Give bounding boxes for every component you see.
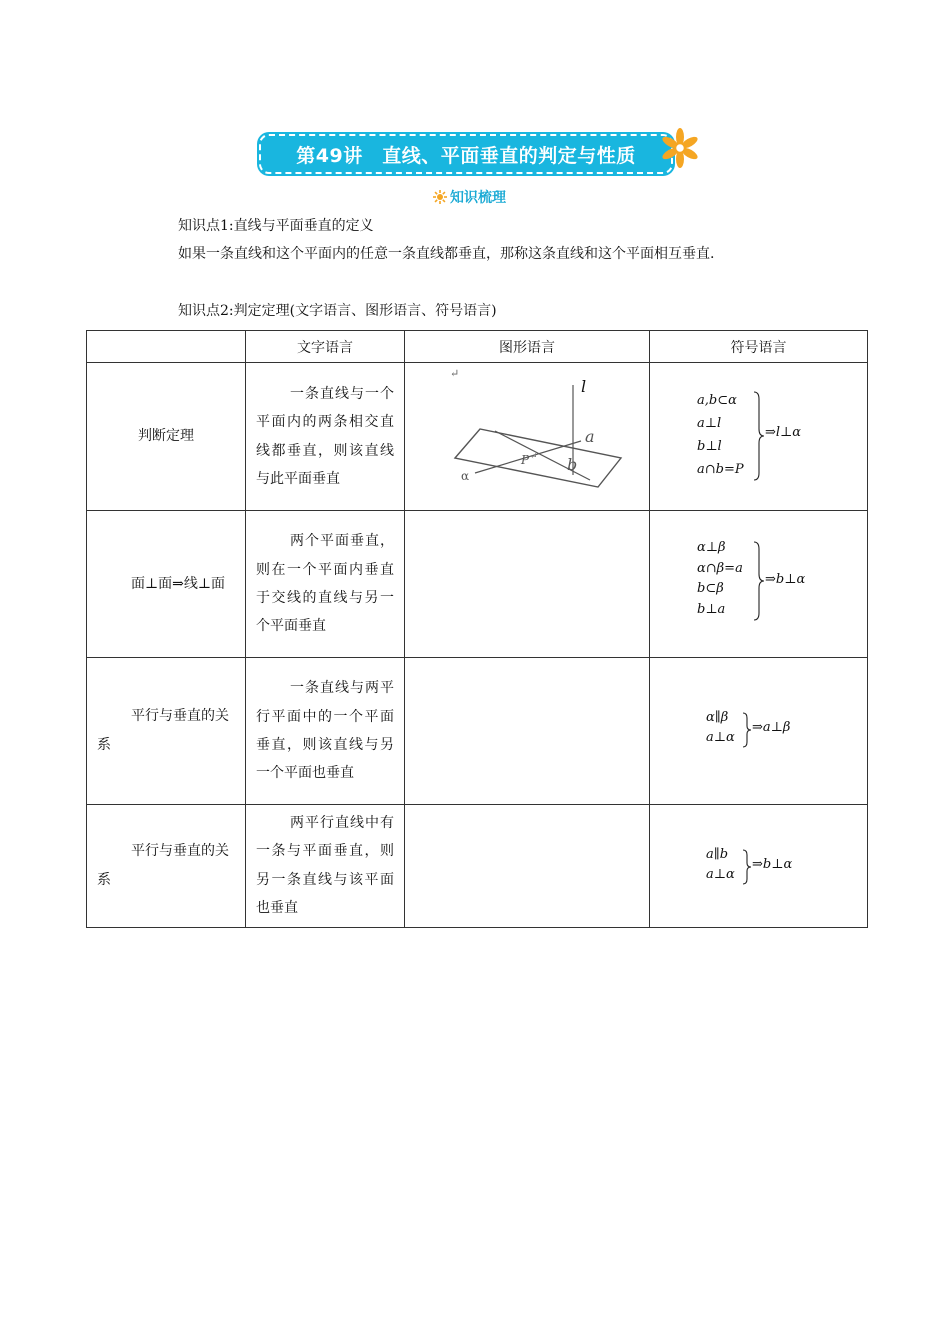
symbol-line: a∥b <box>706 847 729 863</box>
row-label: 面⊥面⇒线⊥面 <box>87 511 246 658</box>
symbol-line: a⊥α <box>706 867 735 883</box>
figure-label-b: b <box>567 455 578 474</box>
table-row <box>87 805 868 928</box>
symbol-line: a⊥l <box>697 416 722 431</box>
symbol-language-cell <box>650 363 868 511</box>
text-language-cell: 一条直线与两平行平面中的一个平面垂直，则该直线与另一个平面也垂直 <box>246 658 405 805</box>
symbol-line: b⊥l <box>697 439 722 454</box>
symbol-result: ⇒b⊥α <box>765 572 806 587</box>
figure-label-return-mark: ↵ <box>450 367 460 380</box>
right-brace-icon <box>753 391 765 481</box>
figure-label-p: P <box>521 453 530 467</box>
table-row <box>87 363 868 511</box>
right-brace-icon <box>742 712 752 748</box>
figure-label-return-mark: ↵ <box>530 452 538 462</box>
sun-icon <box>432 189 448 205</box>
row-label: 平行与垂直的关系 <box>87 658 246 805</box>
plane-perpendicular-figure <box>405 363 649 510</box>
text-language-cell: 两个平面垂直，则在一个平面内垂直于交线的直线与另一个平面垂直 <box>246 511 405 658</box>
symbol-conditions <box>706 708 735 748</box>
symbol-conditions <box>697 389 744 481</box>
table-header-cell: 文字语言 <box>246 331 405 363</box>
symbol-result: ⇒l⊥α <box>765 425 802 440</box>
knowledge-point-1-title: 知识点1:直线与平面垂直的定义 <box>178 218 374 234</box>
figure-cell <box>405 658 650 805</box>
figure-label-alpha: α <box>461 469 470 483</box>
lecture-title: 第49讲 直线、平面垂直的判定与性质 <box>296 144 636 167</box>
symbol-line: α∩β=a <box>697 560 743 576</box>
symbol-line: b⊂β <box>697 581 724 596</box>
symbol-conditions <box>697 538 743 620</box>
figure-label-a: a <box>585 427 595 446</box>
symbol-line: a⊥α <box>706 730 735 745</box>
table-header-cell: 图形语言 <box>405 331 650 363</box>
symbol-language-cell <box>650 511 868 658</box>
symbol-result: ⇒a⊥β <box>752 720 791 735</box>
figure-label-l: l <box>581 377 587 396</box>
section-heading <box>432 186 506 208</box>
symbol-line: α⊥β <box>697 540 726 555</box>
symbol-result: ⇒b⊥α <box>752 857 793 873</box>
symbol-line: a,b⊂α <box>697 393 737 408</box>
table-header-cell: 符号语言 <box>650 331 868 363</box>
section-heading-text: 知识梳理 <box>450 190 506 206</box>
symbol-language-cell <box>650 805 868 928</box>
symbol-language-cell <box>650 658 868 805</box>
row-label: 平行与垂直的关系 <box>87 805 246 928</box>
knowledge-point-1-text: 如果一条直线和这个平面内的任意一条直线都垂直，那称这条直线和这个平面相互垂直. <box>178 246 715 262</box>
row-label: 判断定理 <box>87 363 246 511</box>
knowledge-point-2-title: 知识点2:判定定理(文字语言、图形语言、符号语言) <box>178 303 497 319</box>
figure-cell <box>405 511 650 658</box>
theorem-table <box>86 330 868 928</box>
table-header-row <box>87 331 868 363</box>
symbol-line: b⊥a <box>697 601 726 617</box>
right-brace-icon <box>742 849 752 885</box>
symbol-line: α∥β <box>706 710 729 725</box>
text-language-cell: 一条直线与一个平面内的两条相交直线都垂直，则该直线与此平面垂直 <box>246 363 405 511</box>
figure-cell <box>405 363 650 511</box>
lecture-title-banner <box>259 134 673 174</box>
right-brace-icon <box>753 541 765 621</box>
table-row <box>87 511 868 658</box>
table-row <box>87 658 868 805</box>
flower-decoration-icon <box>660 126 700 172</box>
symbol-conditions <box>706 845 735 885</box>
text-language-cell: 两平行直线中有一条与平面垂直，则另一条直线与该平面也垂直 <box>246 805 405 928</box>
figure-cell <box>405 805 650 928</box>
symbol-line: a∩b=P <box>697 462 744 477</box>
table-header-cell <box>87 331 246 363</box>
